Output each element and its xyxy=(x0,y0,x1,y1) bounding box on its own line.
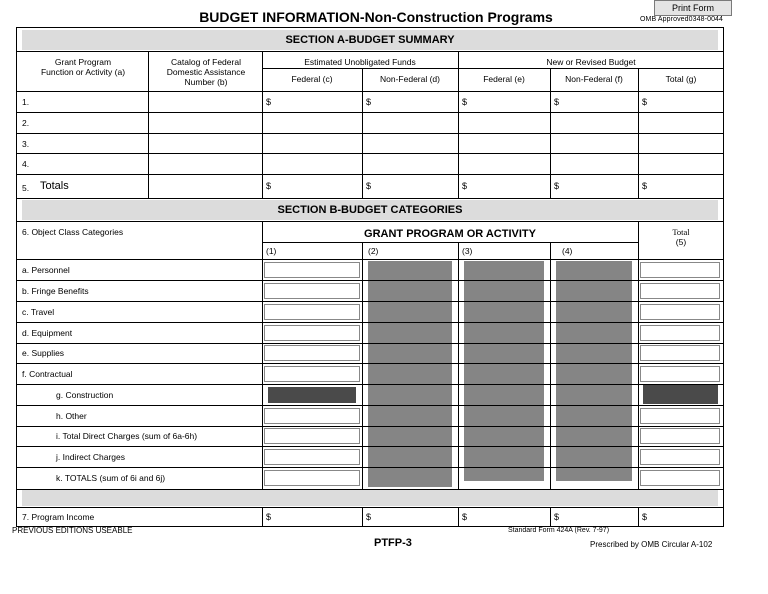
row1-nonfederal-f-field[interactable]: $ xyxy=(554,97,560,107)
pi-vline-c xyxy=(458,507,459,527)
total-5-header: Total xyxy=(672,227,690,237)
supplies-total-input[interactable] xyxy=(640,345,720,361)
sa-row-rule xyxy=(16,91,724,92)
program-income-col3-field[interactable]: $ xyxy=(462,512,468,522)
section-b-title: SECTION B-BUDGET CATEGORIES xyxy=(22,200,718,220)
spacer-band xyxy=(22,490,718,506)
row1-federal-c-field[interactable]: $ xyxy=(266,97,272,107)
subheader-rule xyxy=(262,68,724,69)
sb-vline-e xyxy=(638,221,639,489)
sa-row-rule xyxy=(16,112,724,113)
pi-vline-a xyxy=(262,507,263,527)
form-top-rule xyxy=(16,27,724,28)
other-total-input[interactable] xyxy=(640,408,720,424)
omb-approval-number: OMB Approved0348-0044 xyxy=(640,16,724,23)
equipment-col1-input[interactable] xyxy=(264,325,360,341)
category-personnel: a. Personnel xyxy=(22,265,70,275)
estimated-funds-header: Estimated Unobligated Funds xyxy=(304,57,416,67)
category-total-direct-charges: i. Total Direct Charges (sum of 6a-6h) xyxy=(56,431,198,441)
col-4-shaded-area xyxy=(556,261,632,481)
object-class-header: 6. Object Class Categories xyxy=(22,227,124,237)
sa-row-rule xyxy=(16,133,724,134)
col-total-g-header: Total (g) xyxy=(665,74,697,84)
row1-federal-e-field[interactable]: $ xyxy=(462,97,468,107)
sb-subheader-rule xyxy=(262,242,638,243)
row1-nonfederal-d-field[interactable]: $ xyxy=(366,97,372,107)
sa-vline-d xyxy=(458,51,459,198)
grant-program-header: GRANT PROGRAM OR ACTIVITY xyxy=(364,228,536,240)
construction-total-disabled xyxy=(643,385,718,404)
sa-vline-a xyxy=(148,51,149,198)
category-totals: k. TOTALS (sum of 6i and 6j) xyxy=(56,473,166,483)
sb-row-rule xyxy=(16,322,724,323)
sb-row-rule xyxy=(16,446,724,447)
pi-vline-b xyxy=(362,507,363,527)
section-a-title: SECTION A-BUDGET SUMMARY xyxy=(22,30,718,50)
row-number-1: 1. xyxy=(22,97,30,107)
category-fringe-benefits: b. Fringe Benefits xyxy=(22,286,89,296)
category-other: h. Other xyxy=(56,411,87,421)
sa-row-rule xyxy=(16,198,724,199)
prescribed-note: Prescribed by OMB Circular A-102 xyxy=(590,540,713,549)
section-a-rule xyxy=(16,51,724,52)
totals-nonfederal-d-field[interactable]: $ xyxy=(366,181,372,191)
category-construction: g. Construction xyxy=(56,390,114,400)
sb-row-rule xyxy=(16,384,724,385)
col-catalog-header: Catalog of Federal Domestic Assistance Number (b) xyxy=(166,57,246,87)
program-income-col1-field[interactable]: $ xyxy=(266,512,272,522)
program-income-top-rule xyxy=(16,507,724,508)
program-income-col2-field[interactable]: $ xyxy=(366,512,372,522)
fringe-total-input[interactable] xyxy=(640,283,720,299)
totals-federal-e-field[interactable]: $ xyxy=(462,181,468,191)
sb-row-rule xyxy=(16,301,724,302)
indirect-col1-input[interactable] xyxy=(264,449,360,465)
standard-form-note: Standard Form 424A (Rev. 7-97) xyxy=(508,527,610,534)
totals-federal-c-field[interactable]: $ xyxy=(266,181,272,191)
totals-total-g-field[interactable]: $ xyxy=(642,181,648,191)
program-income-total-field[interactable]: $ xyxy=(642,512,648,522)
row-number-2: 2. xyxy=(22,118,30,128)
program-income-label: 7. Program Income xyxy=(22,512,95,522)
totals-row-number: 5. xyxy=(22,183,30,193)
col-3-number: (3) xyxy=(462,246,473,256)
total-5-number: (5) xyxy=(675,237,687,247)
col-3-shaded-area xyxy=(464,261,544,481)
sb-row-rule xyxy=(16,363,724,364)
other-col1-input[interactable] xyxy=(264,408,360,424)
col-1-number: (1) xyxy=(266,246,277,256)
sa-row-rule xyxy=(16,153,724,154)
col-nonfederal-d-header: Non-Federal (d) xyxy=(380,74,440,84)
row1-total-g-field[interactable]: $ xyxy=(642,97,648,107)
print-form-button[interactable]: Print Form xyxy=(654,0,732,16)
personnel-total-input[interactable] xyxy=(640,262,720,278)
total-direct-col1-input[interactable] xyxy=(264,428,360,444)
sb-row-rule xyxy=(16,426,724,427)
sb-row-rule xyxy=(16,343,724,344)
category-contractual: f. Contractual xyxy=(22,369,73,379)
fringe-col1-input[interactable] xyxy=(264,283,360,299)
personnel-col1-input[interactable] xyxy=(264,262,360,278)
indirect-total-input[interactable] xyxy=(640,449,720,465)
contractual-total-input[interactable] xyxy=(640,366,720,382)
category-indirect-charges: j. Indirect Charges xyxy=(56,452,125,462)
supplies-col1-input[interactable] xyxy=(264,345,360,361)
sb-row-rule xyxy=(16,467,724,468)
total-direct-total-input[interactable] xyxy=(640,428,720,444)
col-federal-c-header: Federal (c) xyxy=(291,74,333,84)
category-equipment: d. Equipment xyxy=(22,328,73,338)
program-income-col4-field[interactable]: $ xyxy=(554,512,560,522)
col-grant-program-header: Grant Program Function or Activity (a) xyxy=(40,57,126,77)
construction-col1-disabled xyxy=(268,387,356,403)
equipment-total-input[interactable] xyxy=(640,325,720,341)
category-travel: c. Travel xyxy=(22,307,55,317)
category-supplies: e. Supplies xyxy=(22,348,65,358)
col-2-shaded-area xyxy=(368,261,452,487)
sa-row-rule xyxy=(16,174,724,175)
totals-nonfederal-f-field[interactable]: $ xyxy=(554,181,560,191)
sb-row-rule xyxy=(16,405,724,406)
col-4-number: (4) xyxy=(562,246,573,256)
contractual-col1-input[interactable] xyxy=(264,366,360,382)
pi-vline-e xyxy=(638,507,639,527)
travel-col1-input[interactable] xyxy=(264,304,360,320)
col-2-number: (2) xyxy=(368,246,379,256)
totals-row-label: Totals xyxy=(40,180,69,192)
col-federal-e-header: Federal (e) xyxy=(483,74,525,84)
row-number-3: 3. xyxy=(22,139,30,149)
new-budget-header: New or Revised Budget xyxy=(546,57,636,67)
totals-total-input[interactable] xyxy=(640,470,720,486)
sb-header-bottom-rule xyxy=(16,259,724,260)
form-id: PTFP-3 xyxy=(374,537,412,549)
col-nonfederal-f-header: Non-Federal (f) xyxy=(565,74,623,84)
pi-vline-d xyxy=(550,507,551,527)
sa-vline-b xyxy=(262,51,263,198)
form-title: BUDGET INFORMATION-Non-Construction Programs xyxy=(199,9,553,25)
travel-total-input[interactable] xyxy=(640,304,720,320)
section-b-rule xyxy=(16,221,724,222)
sb-row-rule xyxy=(16,280,724,281)
sb-vline-a xyxy=(262,221,263,489)
row-number-4: 4. xyxy=(22,159,30,169)
previous-editions-note: PREVIOUS EDITIONS USEABLE xyxy=(12,526,133,535)
totals-col1-input[interactable] xyxy=(264,470,360,486)
